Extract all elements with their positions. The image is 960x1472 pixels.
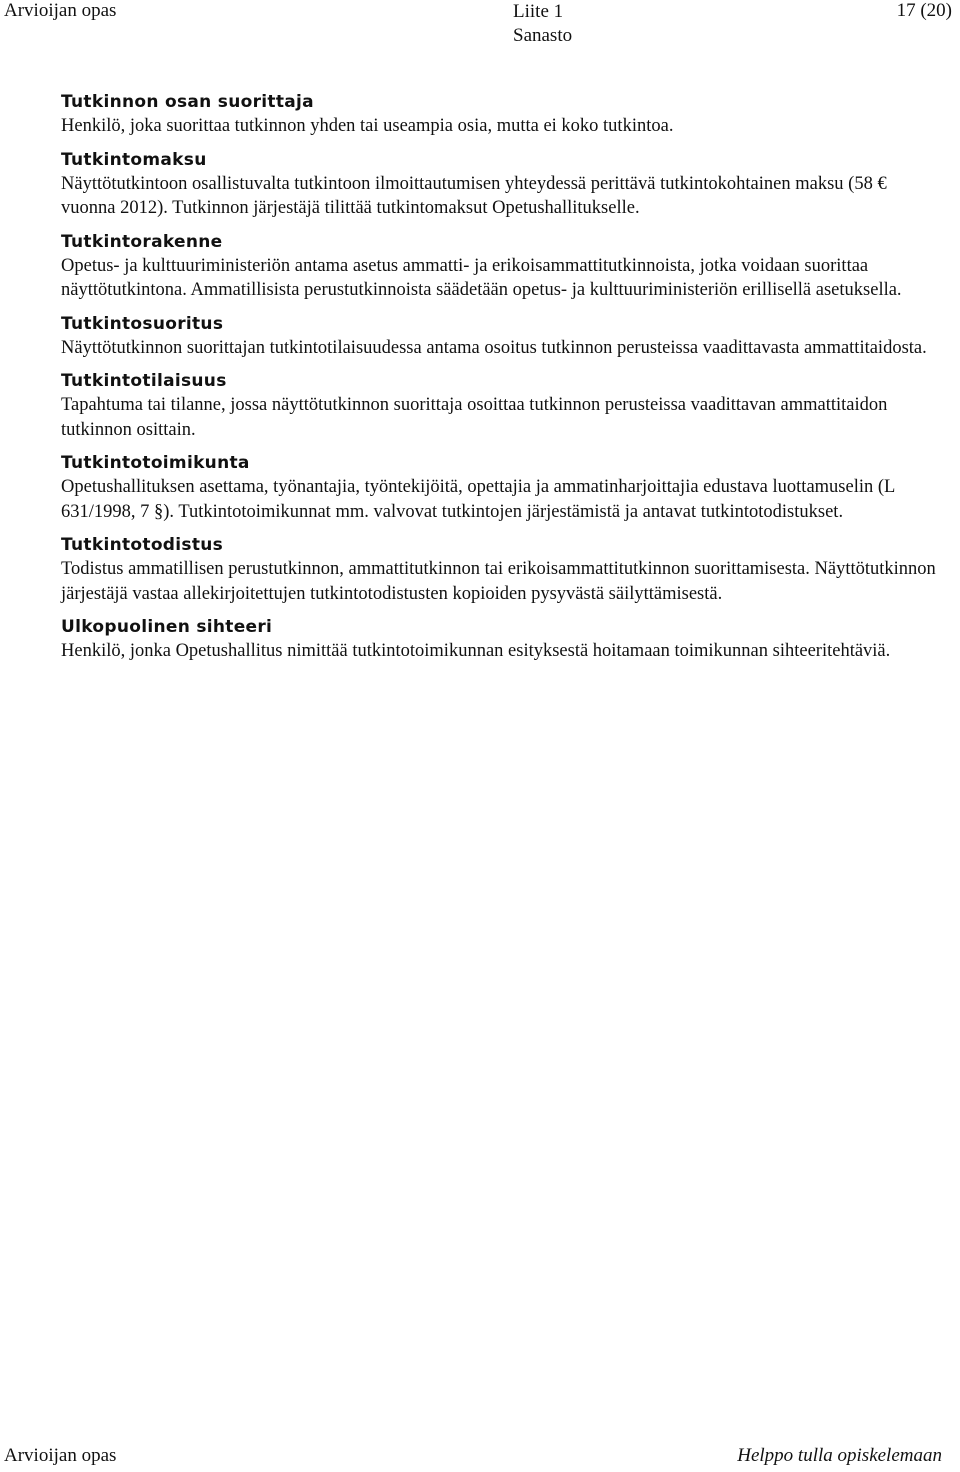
header-appendix-title: Sanasto bbox=[513, 25, 573, 46]
glossary-entry bbox=[61, 312, 941, 361]
glossary-term: Tutkintorakenne bbox=[61, 231, 223, 252]
header-appendix-number: Liite 1 bbox=[513, 1, 564, 22]
glossary-entry bbox=[61, 230, 941, 303]
glossary-definition: Todistus ammatillisen perustutkinnon, ammattitutkinnon tai erikoisammattitutkinnon suorittamisesta. Näyttötutkinnon järjestäjä vastaa allekirjoitettujen tutkintotodistusten kopioiden pysyvästä säilyttämisestä. bbox=[61, 559, 936, 604]
glossary-term: Tutkintosuoritus bbox=[61, 313, 224, 334]
glossary-entry bbox=[61, 148, 941, 221]
glossary-definition: Opetus- ja kulttuuriministeriön antama asetus ammatti- ja erikoisammattitutkinnoista, jotka voidaan suorittaa näyttötutkintona. Ammatillisista perustutkinnoista säädetään opetus- ja kulttuuriministeriön erillisellä asetuksella. bbox=[61, 255, 902, 300]
footer-slogan: Helppo tulla opiskelemaan bbox=[737, 1445, 942, 1466]
glossary-definition: Näyttötutkinnon suorittajan tutkintotilaisuudessa antama osoitus tutkinnon perusteissa vaadittavasta ammattitaidosta. bbox=[61, 337, 927, 358]
glossary-definition: Opetushallituksen asettama, työnantajia, työntekijöitä, opettajia ja ammatinharjoittajia edustava luottamuselin (L 631/1998, 7 §). Tutkintotoimikunnat mm. valvovat tutkintojen järjestämistä ja antavat tutkintotodistukset. bbox=[61, 477, 895, 522]
glossary-term: Ulkopuolinen sihteeri bbox=[61, 617, 273, 637]
header-document-title: Arvioijan opas bbox=[4, 0, 117, 21]
glossary-term: Tutkinnon osan suorittaja bbox=[61, 92, 314, 112]
glossary-entry bbox=[61, 90, 941, 139]
glossary bbox=[61, 90, 941, 673]
glossary-entry bbox=[61, 451, 941, 524]
glossary-entry bbox=[61, 369, 941, 442]
glossary-term: Tutkintomaksu bbox=[61, 149, 207, 170]
glossary-entry bbox=[61, 615, 941, 664]
glossary-definition: Näyttötutkintoon osallistuvalta tutkintoon ilmoittautumisen yhteydessä perittävä tutkintokohtainen maksu (58 € vuonna 2012). Tutkinnon järjestäjä tilittää tutkintomaksut Opetushallitukselle. bbox=[61, 173, 887, 218]
glossary-entry bbox=[61, 533, 941, 606]
footer-document-title: Arvioijan opas bbox=[4, 1445, 117, 1466]
glossary-term: Tutkintotoimikunta bbox=[61, 453, 250, 473]
header-appendix bbox=[513, 0, 572, 48]
page-number: 17 (20) bbox=[896, 0, 952, 21]
glossary-definition: Henkilö, joka suorittaa tutkinnon yhden tai useampia osia, mutta ei koko tutkintoa. bbox=[61, 116, 674, 136]
glossary-term: Tutkintotodistus bbox=[61, 535, 224, 555]
glossary-term: Tutkintotilaisuus bbox=[61, 371, 227, 391]
glossary-definition: Henkilö, jonka Opetushallitus nimittää tutkintotoimikunnan esityksestä hoitamaan toimikunnan sihteeritehtäviä. bbox=[61, 641, 891, 661]
glossary-definition: Tapahtuma tai tilanne, jossa näyttötutkinnon suorittaja osoittaa tutkinnon perusteissa vaadittavan ammattitaidon tutkinnon osittain. bbox=[61, 395, 888, 440]
